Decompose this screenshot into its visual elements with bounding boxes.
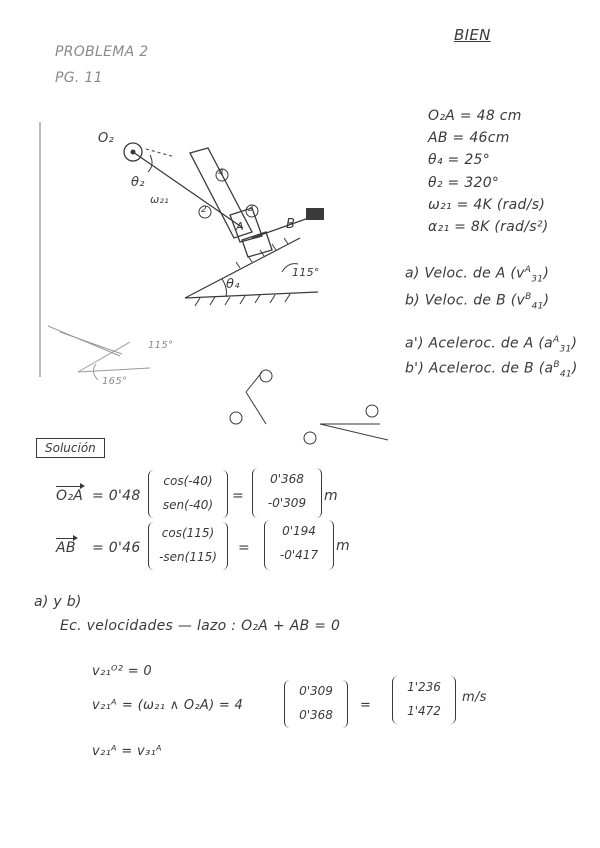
given-theta2: θ₂ = 320°	[428, 175, 500, 191]
link-3-label: 3	[248, 204, 255, 214]
grade-mark: BIEN	[454, 26, 491, 44]
v-a-result	[392, 676, 456, 724]
theta2-label: θ₂	[131, 175, 145, 190]
ab-result	[264, 520, 334, 570]
v-a-eq: =	[360, 698, 372, 713]
o2a-matrix	[148, 470, 228, 518]
problem-title: PROBLEMA 2	[55, 44, 149, 60]
o2a-lhs: O₂A	[56, 488, 84, 504]
ab-sen: -sen(115)	[159, 550, 217, 564]
ab-lhs: AB	[56, 540, 76, 556]
link-4-label: 4	[218, 168, 225, 178]
v-a-rx: 1'236	[407, 680, 441, 694]
o2a-coef: = 0'48	[92, 488, 141, 504]
given-theta4: θ₄ = 25°	[428, 152, 491, 168]
point-a-label: A	[236, 220, 244, 233]
v-a-y: 0'368	[299, 708, 333, 722]
question-b: b) Veloc. de B $(v^B_{41})$	[405, 292, 550, 312]
ab-unit: m	[336, 538, 350, 554]
o2a-result	[252, 468, 322, 518]
ab-eq: =	[238, 540, 251, 556]
v-a-matrix	[284, 680, 348, 728]
question-a-prime: a') Aceleroc. de A $(a^A_{31})$	[405, 335, 578, 355]
question-b-prime: b') Aceleroc. de B $(a^B_{41})$	[405, 360, 578, 380]
theta4-label: θ₄	[226, 277, 240, 292]
v-a-unit: m/s	[462, 690, 487, 705]
link-2-label: 2	[201, 205, 208, 215]
o2a-eq: =	[232, 488, 245, 504]
o2a-sen: sen(-40)	[162, 498, 214, 512]
v-o2-line: v₂₁ᴼ² = 0	[92, 664, 152, 679]
v-a-ry: 1'472	[407, 704, 441, 718]
page-number: PG. 11	[55, 70, 103, 86]
ab-x: 0'194	[282, 524, 316, 538]
given-alpha: α₂₁ = 8K (rad/s²)	[428, 219, 549, 235]
solution-title: Solución	[36, 438, 105, 458]
given-omega: ω₂₁ = 4K (rad/s)	[428, 197, 546, 213]
part-label: a) y b)	[34, 594, 82, 610]
o2a-y: -0'309	[267, 496, 307, 510]
o2-label: O₂	[98, 131, 115, 146]
ab-cos: cos(115)	[161, 526, 215, 540]
ab-matrix	[148, 522, 228, 570]
question-a: a) Veloc. de A $(v^A_{31})$	[405, 265, 550, 285]
v-last-line: v₂₁ᴬ = v₃₁ᴬ	[92, 744, 162, 759]
o2a-cos: cos(-40)	[163, 474, 213, 488]
velocity-equation: Ec. velocidades — lazo : O₂A + AB = 0	[60, 618, 341, 634]
v-a-lhs: v₂₁ᴬ	[92, 698, 117, 713]
o2a-unit: m	[324, 488, 338, 504]
ab-coef: = 0'46	[92, 540, 141, 556]
sketch-115-label: 115°	[148, 340, 174, 351]
given-ab: AB = 46cm	[428, 130, 510, 146]
angle-115-label: 115°	[292, 266, 320, 279]
v-a-mid: = (ω₂₁ ∧ O₂A) = 4	[122, 698, 244, 713]
v-a-x: 0'309	[299, 684, 333, 698]
o2a-x: 0'368	[270, 472, 304, 486]
omega-label: ω₂₁	[150, 193, 169, 206]
given-o2a: O₂A = 48 cm	[428, 108, 522, 124]
sketch-165-label: 165°	[102, 376, 128, 387]
ab-y: -0'417	[279, 548, 319, 562]
point-b-label: B	[286, 217, 296, 232]
